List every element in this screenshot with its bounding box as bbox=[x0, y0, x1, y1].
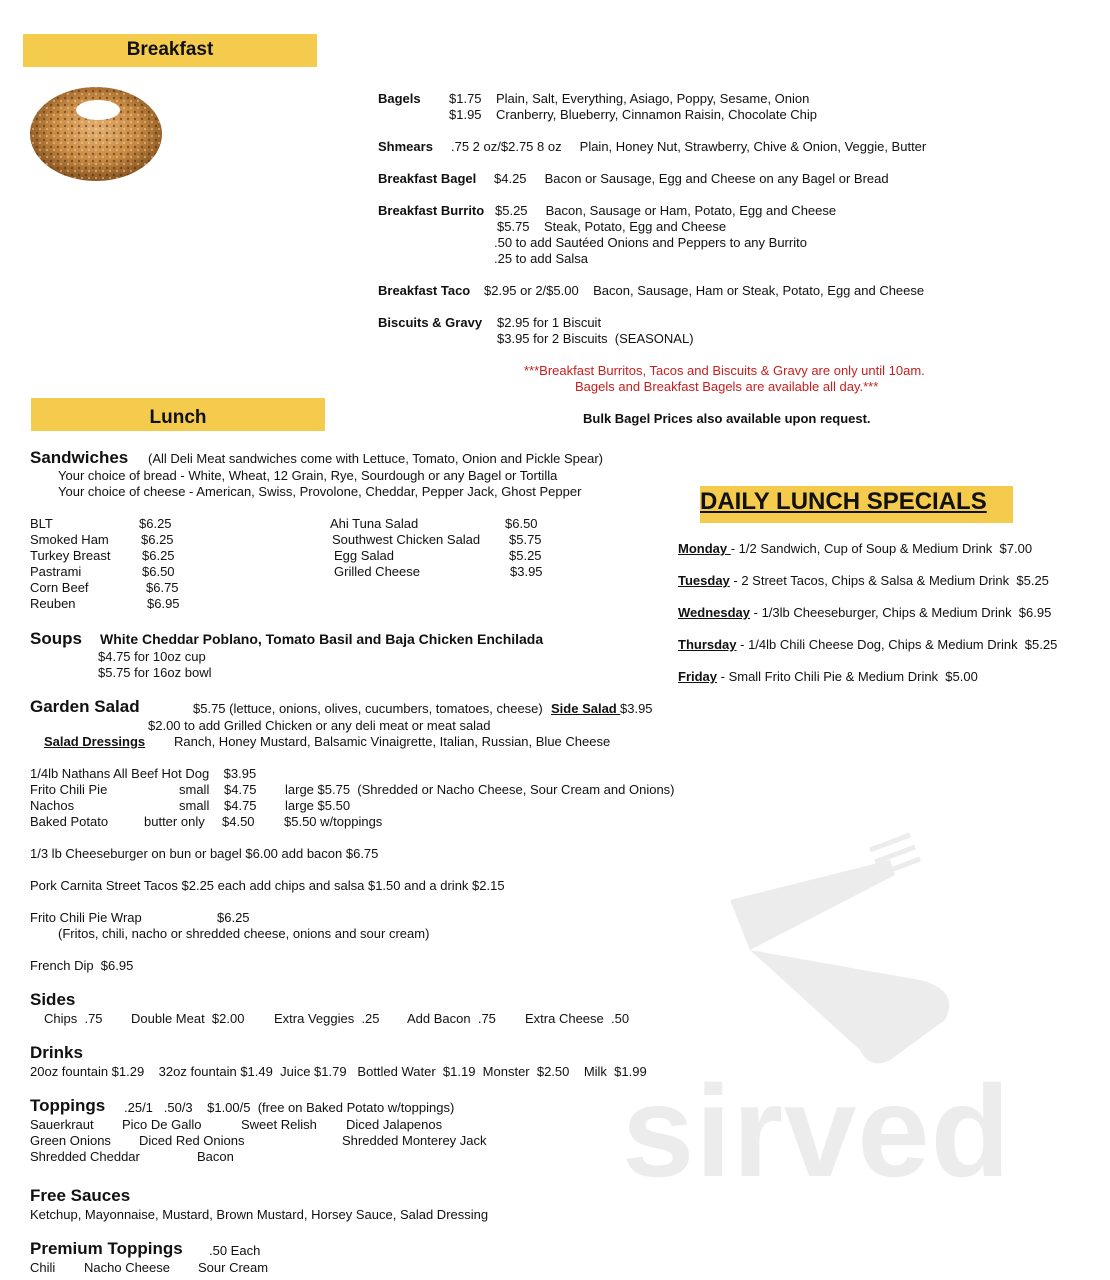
cheese-choices: Your choice of cheese - American, Swiss, Provolone, Cheddar, Pepper Jack, Ghost Pepper bbox=[58, 484, 582, 499]
frito-pie-small-price: $4.75 bbox=[224, 782, 257, 797]
frito-pie-large: large $5.75 (Shredded or Nacho Cheese, Sour Cream and Onions) bbox=[285, 782, 675, 797]
wrap-desc: (Fritos, chili, nacho or shredded cheese, onions and sour cream) bbox=[58, 926, 430, 941]
bread-choices: Your choice of bread - White, Wheat, 12 Grain, Rye, Sourdough or any Bagel or Tortilla bbox=[58, 468, 558, 483]
topping-item: Sauerkraut bbox=[30, 1117, 94, 1132]
drinks-heading: Drinks bbox=[30, 1043, 83, 1062]
taco-text: $2.95 or 2/$5.00 Bacon, Sausage, Ham or Steak, Potato, Egg and Cheese bbox=[484, 283, 925, 298]
special-row bbox=[678, 541, 1032, 556]
sandwiches-note: (All Deli Meat sandwiches come with Lettuce, Tomato, Onion and Pickle Spear) bbox=[148, 451, 603, 466]
watermark-text: sirved bbox=[622, 1058, 1012, 1204]
special-day: Monday bbox=[678, 541, 731, 556]
sandwich-price: $6.25 bbox=[141, 532, 174, 547]
breakfast-note-1: ***Breakfast Burritos, Tacos and Biscuits & Gravy are only until 10am. bbox=[524, 363, 925, 378]
lunch-title: Lunch bbox=[149, 407, 207, 428]
topping-item: Green Onions bbox=[30, 1133, 111, 1148]
special-text: - Small Frito Chili Pie & Medium Drink $5.00 bbox=[717, 669, 978, 684]
garden-salad-heading: Garden Salad bbox=[30, 697, 140, 716]
breakfast-banner bbox=[23, 34, 317, 67]
shmears-text: .75 2 oz/$2.75 8 oz Plain, Honey Nut, Strawberry, Chive & Onion, Veggie, Butter bbox=[451, 139, 927, 154]
side-item: Add Bacon .75 bbox=[407, 1011, 496, 1026]
potato-butter: butter only bbox=[144, 814, 205, 829]
toppings-heading: Toppings bbox=[30, 1096, 106, 1115]
sandwich-name: Reuben bbox=[30, 596, 76, 611]
sandwich-name: Smoked Ham bbox=[30, 532, 109, 547]
premium-item: Nacho Cheese bbox=[84, 1260, 170, 1275]
salad-addon: $2.00 to add Grilled Chicken or any deli meat or meat salad bbox=[148, 718, 491, 733]
nachos-name: Nachos bbox=[30, 798, 75, 813]
soup-names: White Cheddar Poblano, Tomato Basil and Baja Chicken Enchilada bbox=[100, 631, 544, 647]
nachos-small: small bbox=[179, 798, 210, 813]
potato-name: Baked Potato bbox=[30, 814, 109, 829]
side-salad-price: $3.95 bbox=[620, 701, 653, 716]
breakfast-bagel-text: $4.25 Bacon or Sausage, Egg and Cheese on any Bagel or Bread bbox=[494, 171, 889, 186]
breakfast-title: Breakfast bbox=[126, 39, 214, 60]
soup-cup: $4.75 for 10oz cup bbox=[98, 649, 206, 664]
toppings-prices: .25/1 .50/3 $1.00/5 (free on Baked Potato w/toppings) bbox=[124, 1100, 455, 1115]
sandwich-name: Turkey Breast bbox=[30, 548, 111, 563]
special-row bbox=[678, 637, 1057, 652]
side-item: Double Meat $2.00 bbox=[131, 1011, 245, 1026]
bagels-line-1: $1.75 Plain, Salt, Everything, Asiago, Poppy, Sesame, Onion bbox=[449, 91, 810, 106]
special-text: - 1/4lb Chili Cheese Dog, Chips & Medium Drink $5.25 bbox=[736, 637, 1058, 652]
sides-heading: Sides bbox=[30, 990, 76, 1009]
burrito-line-1: $5.25 Bacon, Sausage or Ham, Potato, Egg and Cheese bbox=[495, 203, 837, 218]
side-salad-label: Side Salad bbox=[551, 701, 621, 716]
special-day: Wednesday bbox=[678, 605, 751, 620]
sandwiches-heading: Sandwiches bbox=[30, 448, 129, 467]
side-item: Extra Cheese .50 bbox=[525, 1011, 630, 1026]
sandwich-price: $6.50 bbox=[505, 516, 538, 531]
hot-dog: 1/4lb Nathans All Beef Hot Dog $3.95 bbox=[30, 766, 257, 781]
sandwich-name: Egg Salad bbox=[334, 548, 394, 563]
burrito-label: Breakfast Burrito bbox=[378, 203, 485, 218]
biscuits-line-1: $2.95 for 1 Biscuit bbox=[497, 315, 602, 330]
burrito-line-2: $5.75 Steak, Potato, Egg and Cheese bbox=[497, 219, 727, 234]
burrito-line-3: .50 to add Sautéed Onions and Peppers to any Burrito bbox=[494, 235, 807, 250]
topping-item: Shredded Monterey Jack bbox=[342, 1133, 487, 1148]
breakfast-note-2: Bagels and Breakfast Bagels are available all day.*** bbox=[575, 379, 879, 394]
sandwich-price: $5.75 bbox=[509, 532, 542, 547]
premium-toppings-heading: Premium Toppings bbox=[30, 1239, 183, 1258]
biscuits-line-2: $3.95 for 2 Biscuits (SEASONAL) bbox=[497, 331, 694, 346]
topping-item: Diced Jalapenos bbox=[346, 1117, 443, 1132]
frito-pie-small: small bbox=[179, 782, 210, 797]
topping-item: Diced Red Onions bbox=[139, 1133, 245, 1148]
side-item: Extra Veggies .25 bbox=[274, 1011, 380, 1026]
special-row bbox=[678, 605, 1051, 620]
special-day: Thursday bbox=[678, 637, 737, 652]
sandwich-price: $6.50 bbox=[142, 564, 175, 579]
wrap-price: $6.25 bbox=[217, 910, 250, 925]
sandwich-name: Southwest Chicken Salad bbox=[332, 532, 481, 547]
daily-specials-banner bbox=[700, 486, 1013, 523]
special-text: - 1/2 Sandwich, Cup of Soup & Medium Drink $7.00 bbox=[730, 541, 1033, 556]
bagel-image bbox=[28, 82, 168, 184]
topping-item: Bacon bbox=[197, 1149, 234, 1164]
frito-pie-name: Frito Chili Pie bbox=[30, 782, 108, 797]
nachos-large: large $5.50 bbox=[285, 798, 351, 813]
special-row bbox=[678, 669, 978, 684]
special-text: - 1/3lb Cheeseburger, Chips & Medium Drink $6.95 bbox=[750, 605, 1052, 620]
special-row bbox=[678, 573, 1049, 588]
sandwich-name: BLT bbox=[30, 516, 53, 531]
drinks-text: 20oz fountain $1.29 32oz fountain $1.49 Juice $1.79 Bottled Water $1.19 Monster $2.50 Milk $1.99 bbox=[30, 1064, 647, 1079]
breakfast-bagel-label: Breakfast Bagel bbox=[378, 171, 477, 186]
shmears-label: Shmears bbox=[378, 139, 433, 154]
special-day: Friday bbox=[678, 669, 718, 684]
sandwich-price: $6.25 bbox=[142, 548, 175, 563]
nachos-small-price: $4.75 bbox=[224, 798, 257, 813]
cheeseburger: 1/3 lb Cheeseburger on bun or bagel $6.00 add bacon $6.75 bbox=[30, 846, 379, 861]
premium-toppings-price: .50 Each bbox=[209, 1243, 261, 1258]
premium-item: Chili bbox=[30, 1260, 56, 1275]
topping-item: Shredded Cheddar bbox=[30, 1149, 140, 1164]
taco-label: Breakfast Taco bbox=[378, 283, 471, 298]
burrito-line-4: .25 to add Salsa bbox=[494, 251, 588, 266]
bagels-label: Bagels bbox=[378, 91, 421, 106]
sandwich-price: $6.95 bbox=[147, 596, 180, 611]
bulk-bagel-note: Bulk Bagel Prices also available upon request. bbox=[583, 411, 871, 426]
salad-dressings-label: Salad Dressings bbox=[44, 734, 146, 749]
potato-toppings: $5.50 w/toppings bbox=[284, 814, 383, 829]
sandwich-price: $6.75 bbox=[146, 580, 179, 595]
utensils-watermark-icon bbox=[720, 830, 980, 1080]
soups-heading: Soups bbox=[30, 629, 82, 648]
sandwich-price: $5.25 bbox=[509, 548, 542, 563]
sandwich-price: $6.25 bbox=[139, 516, 172, 531]
wrap-name: Frito Chili Pie Wrap bbox=[30, 910, 142, 925]
special-text: - 2 Street Tacos, Chips & Salsa & Medium Drink $5.25 bbox=[729, 573, 1049, 588]
topping-item: Sweet Relish bbox=[241, 1117, 317, 1132]
salad-dressings: Ranch, Honey Mustard, Balsamic Vinaigrette, Italian, Russian, Blue Cheese bbox=[174, 734, 611, 749]
lunch-banner bbox=[31, 398, 325, 431]
french-dip: French Dip $6.95 bbox=[30, 958, 134, 973]
free-sauces-text: Ketchup, Mayonnaise, Mustard, Brown Mustard, Horsey Sauce, Salad Dressing bbox=[30, 1207, 489, 1222]
sandwich-name: Grilled Cheese bbox=[334, 564, 420, 579]
potato-price: $4.50 bbox=[222, 814, 255, 829]
sandwich-name: Corn Beef bbox=[30, 580, 89, 595]
side-item: Chips .75 bbox=[44, 1011, 103, 1026]
daily-specials-title: DAILY LUNCH SPECIALS bbox=[700, 488, 987, 515]
bagels-line-2: $1.95 Cranberry, Blueberry, Cinnamon Raisin, Chocolate Chip bbox=[449, 107, 818, 122]
soup-bowl: $5.75 for 16oz bowl bbox=[98, 665, 212, 680]
special-day: Tuesday bbox=[678, 573, 730, 588]
free-sauces-heading: Free Sauces bbox=[30, 1186, 131, 1205]
street-tacos: Pork Carnita Street Tacos $2.25 each add chips and salsa $1.50 and a drink $2.15 bbox=[30, 878, 505, 893]
premium-item: Sour Cream bbox=[198, 1260, 269, 1275]
sandwich-name: Pastrami bbox=[30, 564, 82, 579]
topping-item: Pico De Gallo bbox=[122, 1117, 202, 1132]
garden-salad-text: $5.75 (lettuce, onions, olives, cucumbers, tomatoes, cheese) bbox=[193, 701, 543, 716]
sandwich-price: $3.95 bbox=[510, 564, 543, 579]
biscuits-label: Biscuits & Gravy bbox=[378, 315, 483, 330]
sandwich-name: Ahi Tuna Salad bbox=[330, 516, 419, 531]
